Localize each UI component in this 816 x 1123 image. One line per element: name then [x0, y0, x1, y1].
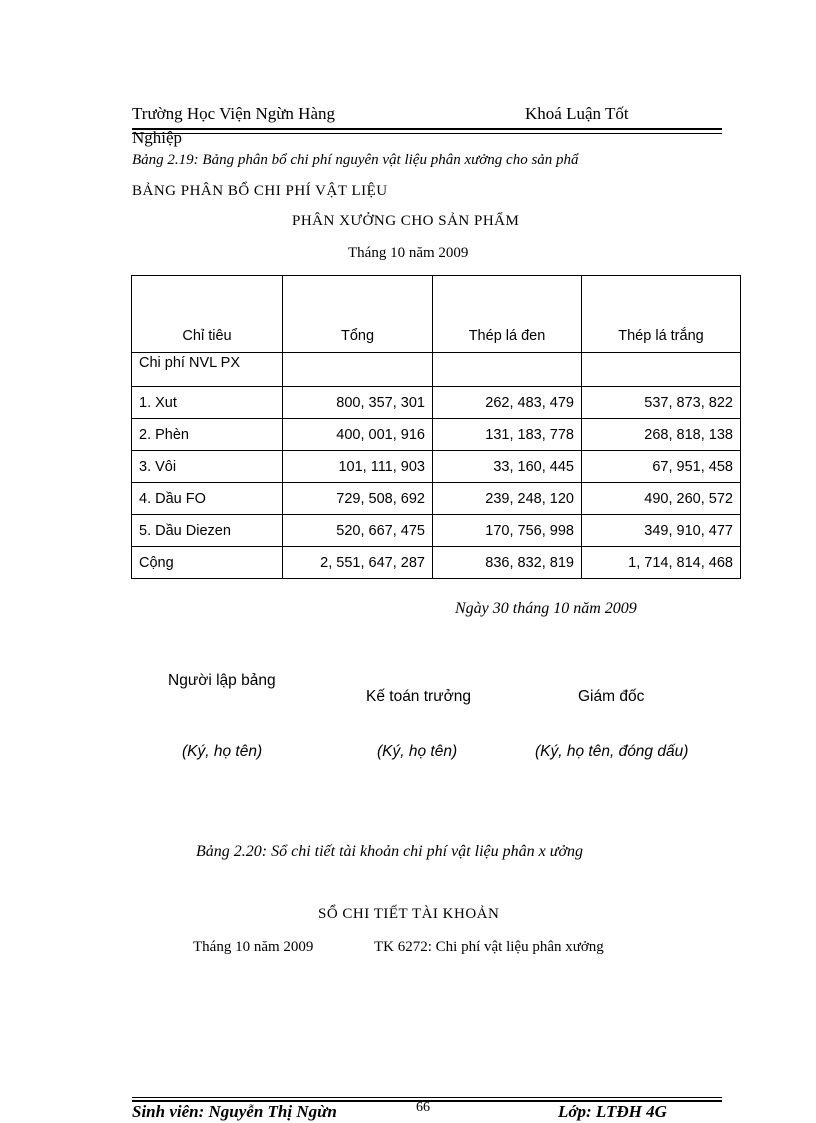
- cell-total: 520, 667, 475: [283, 515, 433, 547]
- row-label: Cộng: [132, 547, 283, 579]
- cell-black-steel: 170, 756, 998: [433, 515, 582, 547]
- doc-title-line2: PHÂN XƯỞNG CHO SẢN PHẨM: [292, 213, 520, 229]
- cell-total: [283, 353, 433, 387]
- table-row: [132, 387, 741, 419]
- cell-white-steel: 537, 873, 822: [582, 387, 741, 419]
- header-rule-thin: [132, 133, 722, 134]
- row-label: Chi phí NVL PX: [132, 353, 283, 387]
- header-rule: [132, 128, 722, 130]
- ledger-title: SỔ CHI TIẾT TÀI KHOẢN: [318, 906, 500, 922]
- row-label: 2. Phèn: [132, 419, 283, 451]
- row-label: 4. Dầu FO: [132, 483, 283, 515]
- signer-preparer: Người lập bảng: [168, 672, 276, 689]
- signer-preparer-note: (Ký, họ tên): [182, 743, 263, 760]
- cell-total: 2, 551, 647, 287: [283, 547, 433, 579]
- footer-rule-thin: [132, 1097, 722, 1098]
- footer-student: Sinh viên: Nguyễn Thị Ngừn: [132, 1102, 337, 1121]
- allocation-table: [131, 275, 741, 579]
- cell-black-steel: 262, 483, 479: [433, 387, 582, 419]
- table-row: [132, 515, 741, 547]
- header-thesis-wrap: Nghiệp: [132, 128, 183, 147]
- row-label: 3. Vôi: [132, 451, 283, 483]
- signer-director: Giám đốc: [578, 688, 645, 705]
- cell-black-steel: 239, 248, 120: [433, 483, 582, 515]
- table-header-row: [132, 276, 741, 353]
- ledger-month: Tháng 10 năm 2009: [193, 939, 314, 955]
- cell-total: 800, 357, 301: [283, 387, 433, 419]
- table-row: [132, 353, 741, 387]
- table-caption-2-20: Bảng 2.20: Sổ chi tiết tài khoản chi phí vật liệu phân x ưởng: [196, 843, 583, 860]
- cell-white-steel: 67, 951, 458: [582, 451, 741, 483]
- header-total: Tổng: [283, 276, 433, 353]
- signer-director-note: (Ký, họ tên, đóng dấu): [535, 743, 689, 760]
- header-criteria: Chỉ tiêu: [132, 276, 283, 353]
- cell-white-steel: 1, 714, 814, 468: [582, 547, 741, 579]
- cell-black-steel: 836, 832, 819: [433, 547, 582, 579]
- table-row-total: [132, 547, 741, 579]
- cell-white-steel: 268, 818, 138: [582, 419, 741, 451]
- table-row: [132, 451, 741, 483]
- doc-month: Tháng 10 năm 2009: [348, 245, 469, 261]
- table-row: [132, 483, 741, 515]
- cell-white-steel: [582, 353, 741, 387]
- header-white-steel: Thép lá trắng: [582, 276, 741, 353]
- cell-black-steel: 131, 183, 778: [433, 419, 582, 451]
- cell-white-steel: 349, 910, 477: [582, 515, 741, 547]
- row-label: 1. Xut: [132, 387, 283, 419]
- ledger-account: TK 6272: Chi phí vật liệu phân xưởng: [374, 939, 604, 955]
- row-label: 5. Dầu Diezen: [132, 515, 283, 547]
- header-school: Trường Học Viện Ngừn Hàng: [132, 104, 336, 123]
- cell-total: 729, 508, 692: [283, 483, 433, 515]
- table-row: [132, 419, 741, 451]
- signer-chief-accountant: Kế toán trưởng: [366, 688, 471, 705]
- sign-date: Ngày 30 tháng 10 năm 2009: [455, 600, 637, 617]
- signer-chief-accountant-note: (Ký, họ tên): [377, 743, 458, 760]
- cell-white-steel: 490, 260, 572: [582, 483, 741, 515]
- doc-title-line1: BẢNG PHÂN BỔ CHI PHÍ VẬT LIỆU: [132, 183, 388, 199]
- header-thesis: Khoá Luận Tốt: [525, 104, 629, 123]
- page-number: 66: [416, 1100, 430, 1115]
- cell-total: 400, 001, 916: [283, 419, 433, 451]
- cell-black-steel: [433, 353, 582, 387]
- table-caption-2-19: Bảng 2.19: Bảng phân bổ chi phí nguyên vật liệu phân xưởng cho sản phẩ: [132, 152, 579, 168]
- cell-total: 101, 111, 903: [283, 451, 433, 483]
- header-black-steel: Thép lá đen: [433, 276, 582, 353]
- footer-class: Lớp: LTĐH 4G: [558, 1102, 667, 1121]
- cell-black-steel: 33, 160, 445: [433, 451, 582, 483]
